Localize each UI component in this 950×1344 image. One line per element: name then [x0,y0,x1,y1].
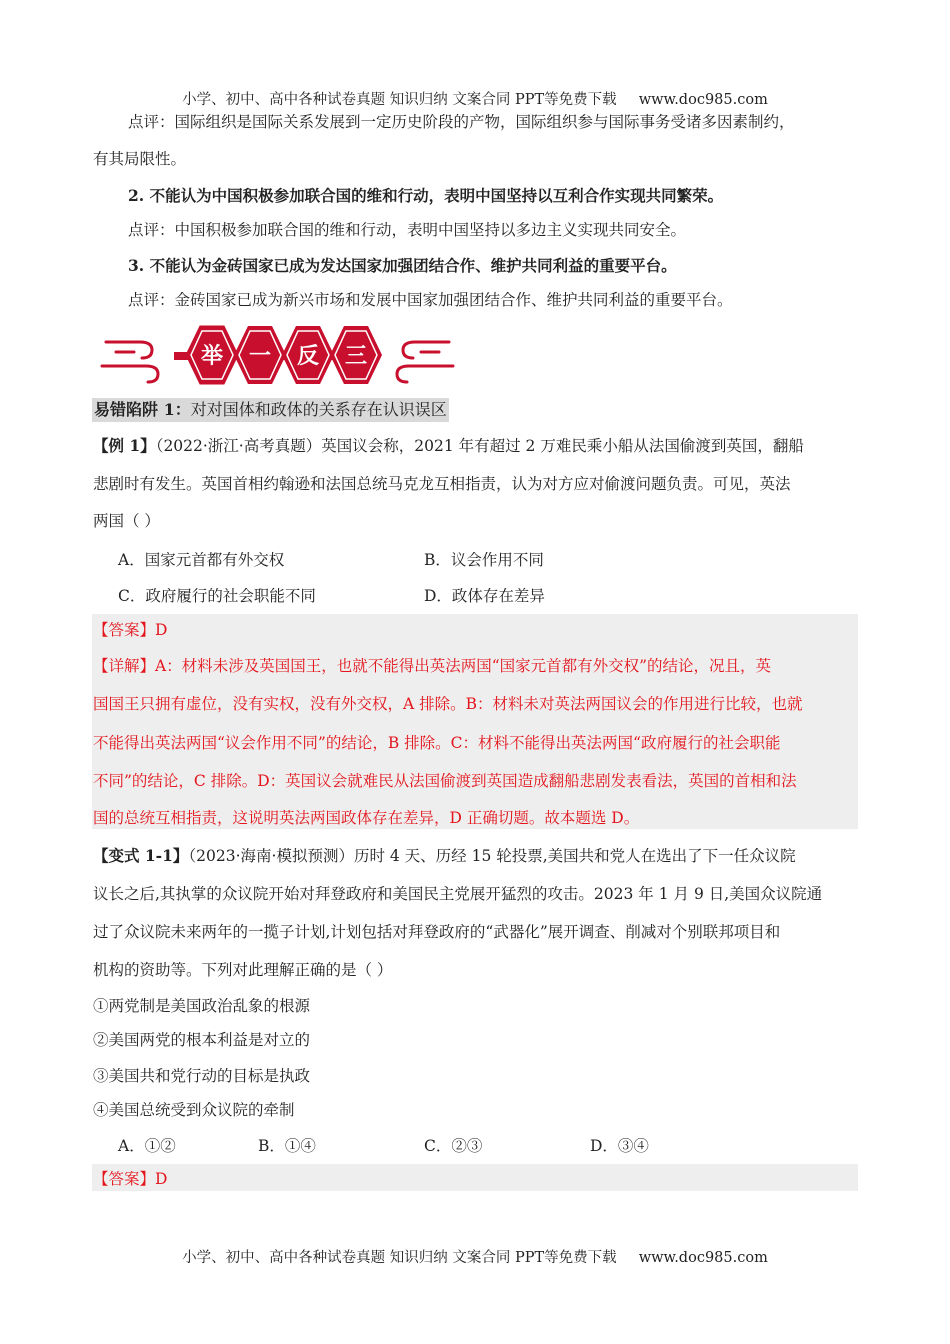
example-1-detail-3: 不能得出英法两国“议会作用不同”的结论，B 排除。C：材料不能得出英法两国“政府履行的社会职能 [93,734,781,752]
trap-label: 易错陷阱 1： [94,400,191,419]
variant-1-item-1: ①两党制是美国政治乱象的根源 [93,997,311,1015]
example-1-option-b: B．议会作用不同 [424,551,544,569]
comment-3: 点评：金砖国家已成为新兴市场和发展中国家加强团结合作、维护共同利益的重要平台。 [128,291,733,309]
answer-label: 【答案】 [93,1170,156,1188]
variant-1-option-c: C．②③ [424,1137,483,1155]
page-header [0,88,950,109]
variant-1-line-3: 过了众议院未来两年的一揽子计划,计划包括对拜登政府的“武器化”展开调查、削减对个别联邦项目和 [93,923,781,941]
example-1-label: 【例 1】 [93,436,156,455]
banner-char-3: 反 [296,344,320,369]
variant-1-option-d: D．③④ [590,1137,649,1155]
footer-site[interactable]: www.doc985.com [638,1250,768,1266]
trap-heading [92,398,449,422]
variant-1-text-1: （2023·海南·模拟预测）历时 4 天、历经 15 轮投票,美国共和党人在选出了下一任众议院 [188,847,796,865]
header-text: 小学、初中、高中各种试卷真题 知识归纳 文案合同 PPT等免费下载 [182,92,617,108]
answer-value: D [155,621,168,639]
variant-1-line-4: 机构的资助等。下列对此理解正确的是（ ） [93,961,393,979]
variant-1-answer-box [92,1164,858,1191]
variant-1-option-a: A．①② [118,1137,176,1155]
example-1-detail-4: 不同”的结论，C 排除。D：英国议会就难民从法国偷渡到英国造成翻船悲剧发表看法，英国的首相和法 [93,772,797,790]
detail-text-1: A：材料未涉及英国国王，也就不能得出英法两国“国家元首都有外交权”的结论，况且，英 [155,657,772,675]
variant-1-item-3: ③美国共和党行动的目标是执政 [93,1067,311,1085]
answer-label: 【答案】 [93,621,156,639]
point-3: 3. 不能认为金砖国家已成为发达国家加强团结合作、维护共同利益的重要平台。 [128,256,677,275]
variant-1-line-2: 议长之后,其执掌的众议院开始对拜登政府和美国民主党展开猛烈的攻击。2023 年 1 月 9 日,美国众议院通 [93,885,823,903]
example-1-option-c: C．政府履行的社会职能不同 [118,587,316,605]
variant-1-label: 【变式 1-1】 [93,846,189,865]
comment-2: 点评：中国积极参加联合国的维和行动，表明中国坚持以多边主义实现共同安全。 [128,221,687,239]
variant-1-option-b: B．①④ [258,1137,316,1155]
banner-graphic [100,322,455,388]
variant-1-item-4: ④美国总统受到众议院的牵制 [93,1101,295,1119]
example-1-detail-5: 国的总统互相指责，这说明英法两国政体存在差异，D 正确切题。故本题选 D。 [93,809,640,827]
answer-value: D [155,1170,168,1188]
example-1-line-3: 两国（ ） [93,512,160,530]
footer-text: 小学、初中、高中各种试卷真题 知识归纳 文案合同 PPT等免费下载 [182,1250,617,1266]
example-1-line-2: 悲剧时有发生。英国首相约翰逊和法国总统马克龙互相指责，认为对方应对偷渡问题负责。可见，英法 [93,475,791,493]
variant-1-item-2: ②美国两党的根本利益是对立的 [93,1031,311,1049]
example-1-text-1: （2022·浙江·高考真题）英国议会称，2021 年有超过 2 万难民乘小船从法国偷渡到英国，翻船 [155,437,804,455]
example-1-detail-2: 国国王只拥有虚位，没有实权，没有外交权，A 排除。B：材料未对英法两国议会的作用进行比较，也就 [93,695,803,713]
example-1-answer [93,620,167,640]
banner-char-2: 一 [248,344,272,369]
page-footer [0,1246,950,1267]
banner-char-4: 三 [344,344,368,369]
comment-1: 点评：国际组织是国际关系发展到一定历史阶段的产物，国际组织参与国际事务受诸多因素制约， [128,113,795,131]
trap-text: 对对国体和政体的关系存在认识误区 [190,400,447,419]
example-1-option-a: A．国家元首都有外交权 [118,551,285,569]
example-1-detail-1 [93,656,771,676]
variant-1-line-1 [93,846,796,866]
variant-1-answer [93,1169,167,1189]
detail-label: 【详解】 [93,657,156,675]
example-1-answer-box [92,614,858,829]
banner-char-1: 举 [200,344,224,369]
example-1-option-d: D．政体存在差异 [424,587,545,605]
point-2: 2. 不能认为中国积极参加联合国的维和行动，表明中国坚持以互利合作实现共同繁荣。 [128,186,724,205]
header-site[interactable]: www.doc985.com [638,92,768,108]
comment-1-cont: 有其局限性。 [93,150,187,168]
example-1-line-1 [93,436,804,456]
